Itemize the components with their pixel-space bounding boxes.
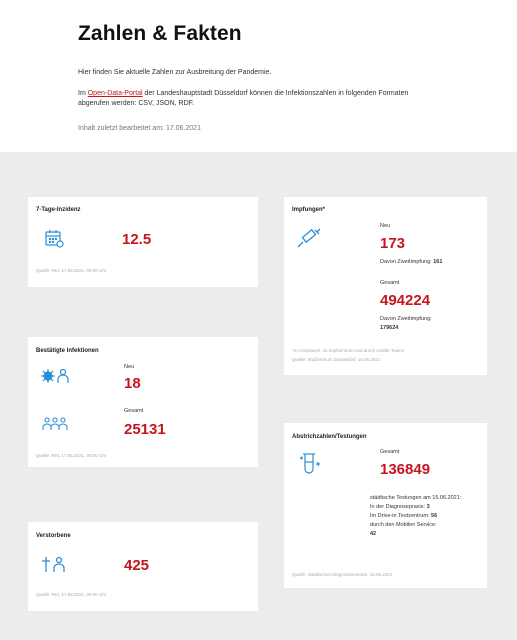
syringe-icon: [296, 227, 322, 249]
vaccinations-footnote: *In Arztpraxen, im Impfzentrum und durch mobile Teams: [292, 348, 404, 353]
tests-line-1: städtische Testungen am 15.06.2021:: [370, 495, 462, 501]
test-tube-icon: [299, 451, 321, 477]
open-data-prefix: Im: [78, 90, 88, 97]
vaccinations-total-second-label: Davon Zweitimpfung:: [380, 316, 432, 322]
tests-total-label: Gesamt: [380, 449, 400, 455]
infections-new-label: Neu: [124, 364, 135, 370]
calendar-icon: [44, 228, 64, 248]
tests-line-3: [370, 512, 480, 521]
infections-card: [28, 337, 258, 467]
last-edited: Inhalt zuletzt bearbeitet am: 17.06.2021: [78, 125, 201, 132]
vaccinations-new-label: Neu: [380, 223, 391, 229]
incidence-value: 12.5: [122, 231, 152, 248]
people-group-icon: [42, 416, 68, 432]
deaths-value: 425: [124, 557, 150, 574]
incidence-source: Quelle: RKI, 17.06.2021, 00:00 Uhr: [36, 268, 107, 273]
vaccinations-new-second: [380, 259, 442, 265]
tests-line-4: durch den Mobilen Service:: [370, 522, 437, 528]
tests-source: Quelle: Städtisches Diagnosezentrum, 16.06.2021: [292, 572, 393, 577]
incidence-title: 7-Tage-Inzidenz: [36, 207, 81, 213]
page-header: [0, 0, 517, 152]
tests-line-2-value: 3: [426, 504, 430, 510]
infections-new-value: 18: [124, 375, 141, 392]
virus-person-icon: [41, 367, 71, 385]
open-data-portal-link[interactable]: Open-Data-Portal: [87, 90, 143, 97]
open-data-suffix: der Landeshauptstadt Düsseldorf können die Infektionszahlen in folgenden Formaten abgerufen werden: CSV, JSON, RDF.: [78, 90, 409, 107]
vaccinations-total-label: Gesamt: [380, 280, 400, 286]
deaths-source: Quelle: RKI, 17.06.2021, 00:00 Uhr: [36, 592, 107, 597]
tests-line-2: [370, 503, 480, 512]
vaccinations-card: [284, 197, 487, 375]
tests-line-3-value: 56: [431, 513, 438, 519]
infections-title: Bestätigte Infektionen: [36, 348, 99, 354]
open-data-text: [78, 89, 438, 109]
vaccinations-title: Impfungen*: [292, 207, 325, 213]
tests-card: [284, 423, 487, 588]
vaccinations-new-value: 173: [380, 235, 406, 252]
vaccinations-new-second-label: Davon Zweitimpfung:: [380, 259, 432, 265]
vaccinations-new-second-value: 161: [433, 259, 443, 265]
tests-daily-breakdown: [370, 494, 480, 539]
deaths-title: Verstorbene: [36, 533, 71, 539]
vaccinations-total-second-value: 179624: [380, 325, 399, 331]
tests-line-3-label: Im Drive-in Testzentrum:: [370, 513, 430, 519]
vaccinations-total-value: 494224: [380, 292, 431, 309]
tests-line-4-value: [370, 530, 480, 539]
page-title: Zahlen & Fakten: [78, 22, 242, 45]
tests-line-4-number: 42: [370, 531, 377, 537]
tests-line-2-label: In der Diagnosepraxis:: [370, 504, 426, 510]
infections-total-label: Gesamt: [124, 408, 144, 414]
tests-total-value: 136849: [380, 461, 431, 478]
cross-person-icon: [41, 555, 67, 573]
infections-total-value: 25131: [124, 421, 166, 438]
vaccinations-source: Quelle: Impfzentrum Düsseldorf, 16.06.2021: [292, 357, 381, 362]
infections-source: Quelle: RKI, 17.06.2021, 00:00 Uhr: [36, 453, 107, 458]
intro-text: Hier finden Sie aktuelle Zahlen zur Ausbreitung der Pandemie.: [78, 69, 272, 76]
incidence-card: [28, 197, 258, 287]
deaths-card: [28, 522, 258, 611]
tests-title: Abstrichzahlen/Testungen: [292, 434, 367, 440]
